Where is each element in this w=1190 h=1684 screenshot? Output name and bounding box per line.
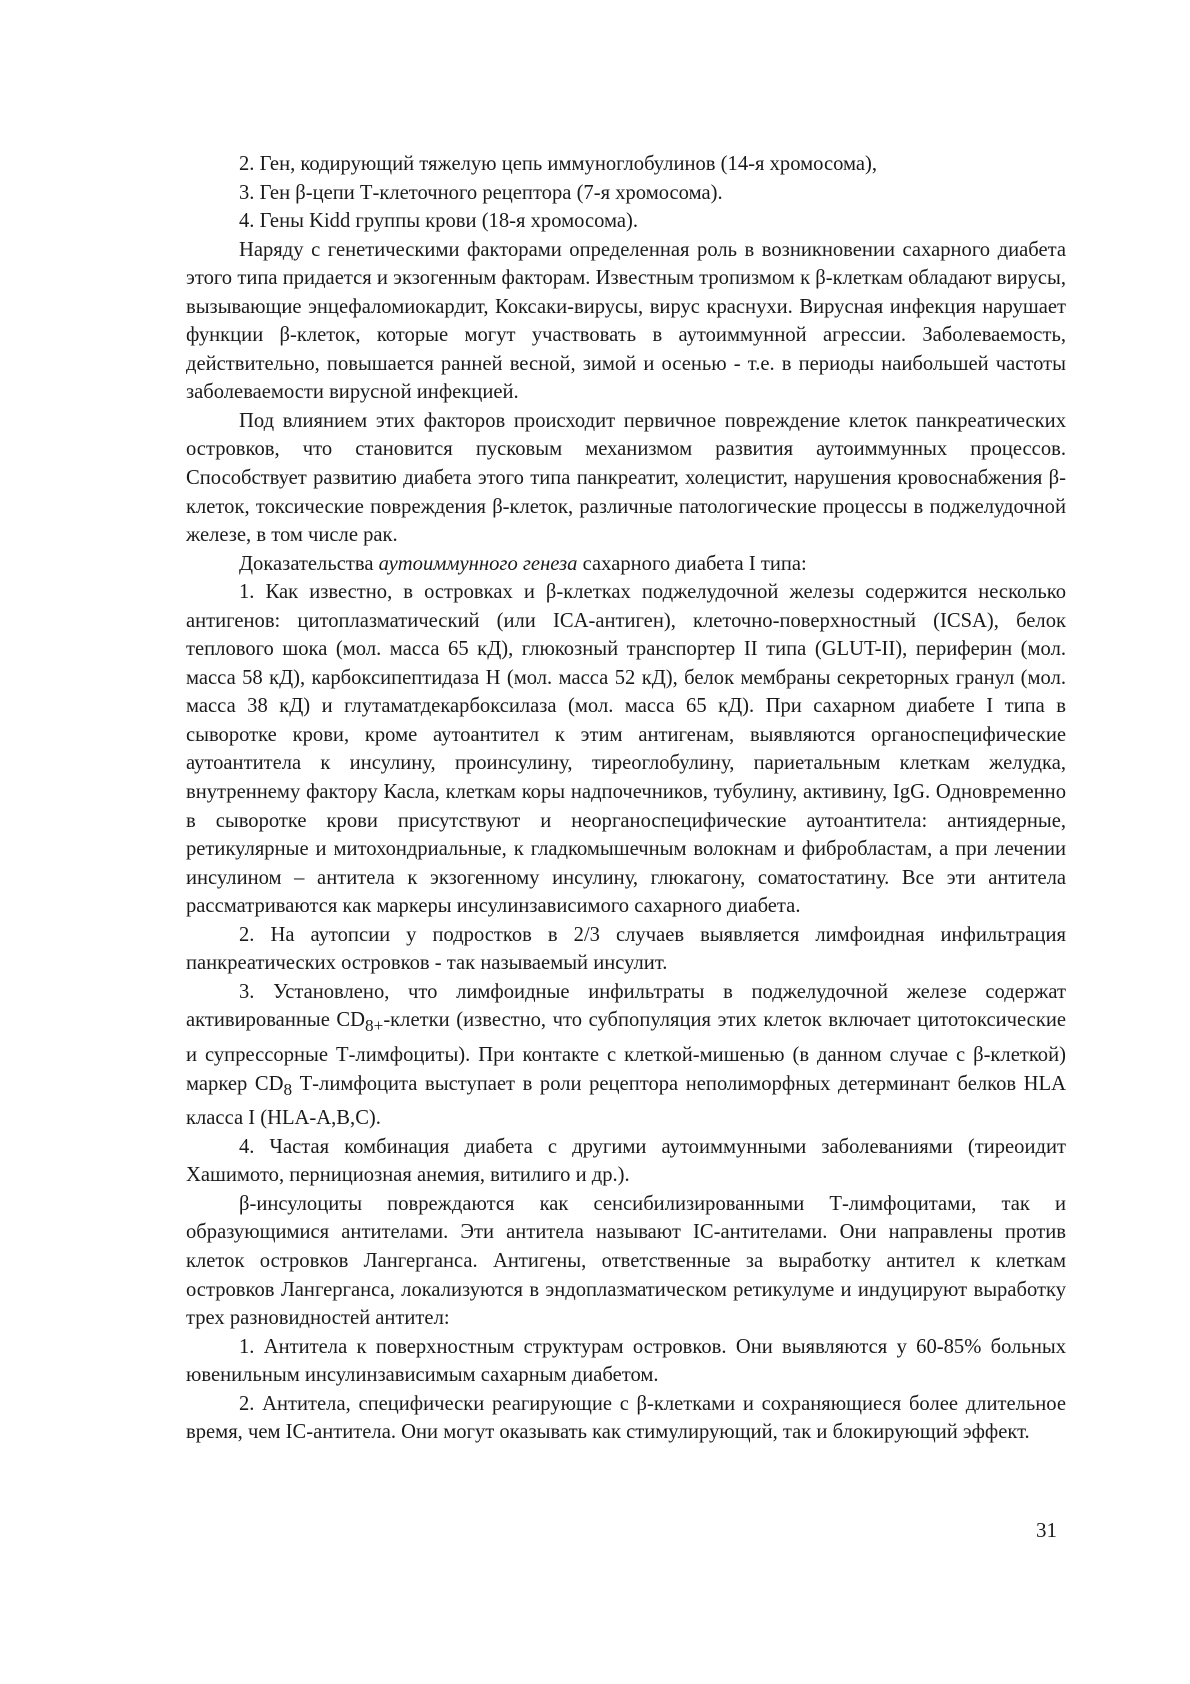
cd8-subscript: 8 (283, 1079, 293, 1099)
evidence-item-3 (186, 978, 1066, 1133)
cd8-plus-subscript: 8+ (365, 1016, 384, 1036)
gene-item-3: 3. Ген β-цепи Т-клеточного рецептора (7-я хромосома). (239, 181, 723, 204)
evidence-item-4: 4. Частая комбинация диабета с другими аутоиммунными заболеваниями (тиреоидит Хашимото, пернициозная анемия, витилиго и др.). (186, 1135, 1066, 1187)
evidence-intro-after: сахарного диабета I типа: (577, 552, 807, 575)
page-body (186, 150, 1066, 1447)
evidence-item-2: 2. На аутопсии у подростков в 2/3 случаев выявляется лимфоидная инфильтрация панкреатических островков - так называемый инсулит. (186, 923, 1066, 975)
evidence-3-part3: Т-лимфоцита выступает в роли рецептора неполиморфных детерминант белков HLA класса I (HLA-A,B,C). (186, 1072, 1067, 1130)
evidence-item-1: 1. Как известно, в островках и β-клетках поджелудочной железы содержится несколько антигенов: цитоплазматический (или ICA-антиген), клеточно-поверхностный (ICSA), белок теплового шока (мол. масса 65 кД), глюкозный транспортер II типа (GLUT-II), периферин (мол. масса 58 кД), карбоксипептидаза Н (мол. масса 52 кД), белок мембраны секреторных гранул (мол. масса 38 кД) и глутаматдекарбоксилаза (мол. масса 65 кД). При сахарном диабете I типа в сыворотке крови, кроме аутоантител к этим антигенам, выявляются органоспецифические аутоантитела к инсулину, проинсулину, тиреоглобулину, париетальным клеткам желудка, внутреннему фактору Касла, клеткам коры надпочечников, тубулину, активину, IgG. Одновременно в сыворотке крови присутствуют и неорганоспецифические аутоантитела: антиядерные, ретикулярные и митохондриальные, к гладкомышечным волокнам и фибробластам, а при лечении инсулином – антитела к экзогенному инсулину, глюкагону, соматостатину. Все эти антитела рассматриваются как маркеры инсулинзависимого сахарного диабета. (186, 581, 1066, 918)
gene-item-4: 4. Гены Kidd группы крови (18-я хромосома). (239, 210, 639, 233)
primary-damage-paragraph: Под влиянием этих факторов происходит первичное повреждение клеток панкреатических островков, что становится пусковым механизмом развития аутоиммунных процессов. Способствует развитию диабета этого типа панкреатит, холецистит, нарушения кровоснабжения β-клеток, токсические повреждения β-клеток, различные патологические процессы в поджелудочной железе, в том числе рак. (186, 409, 1066, 547)
evidence-intro (186, 550, 1066, 579)
beta-cells-paragraph: β-инсулоциты повреждаются как сенсибилизированными Т-лимфоцитами, так и образующимися антителами. Эти антитела называют IC-антителами. Они направлены против клеток островков Лангерганса. Антигены, ответственные за выработку антител к клеткам островков Лангерганса, локализуются в эндоплазматическом ретикулуме и индуцируют выработку трех разновидностей антител: (186, 1192, 1066, 1330)
gene-item-2: 2. Ген, кодирующий тяжелую цепь иммуноглобулинов (14-я хромосома), (239, 153, 878, 175)
evidence-3-part2: -клетки (известно, что субпопуляция этих клеток включает цитотоксические и супрессорные Т-лимфоциты). При контакте с клеткой-мишенью (в данном случае с β-клеткой) маркер CD (186, 1009, 1066, 1095)
page-number: 31 (1036, 1518, 1057, 1542)
antibody-item-2: 2. Антитела, специфически реагирующие с β-клетками и сохраняющиеся более длительное время, чем IC-антитела. Они могут оказывать как стимулирующий, так и блокирующий эффект. (186, 1392, 1066, 1444)
exogenous-factors-paragraph: Наряду с генетическими факторами определенная роль в возникновении сахарного диабета этого типа придается и экзогенным факторам. Известным тропизмом к β-клеткам обладают вирусы, вызывающие энцефаломиокардит, Коксаки-вирусы, вирус краснухи. Вирусная инфекция нарушает функции β-клеток, которые могут участвовать в аутоиммунной агрессии. Заболеваемость, действительно, повышается ранней весной, зимой и осенью - т.е. в периоды наибольшей частоты заболеваемости вирусной инфекцией. (186, 238, 1066, 404)
evidence-intro-before: Доказательства (239, 552, 379, 575)
evidence-3-part1: 3. Установлено, что лимфоидные инфильтраты в поджелудочной железе содержат активированные CD (186, 980, 1066, 1032)
antibody-item-1: 1. Антитела к поверхностным структурам островков. Они выявляются у 60-85% больных ювенильным инсулинзависимым сахарным диабетом. (186, 1335, 1066, 1387)
evidence-intro-emphasis: аутоиммунного генеза (378, 552, 578, 575)
